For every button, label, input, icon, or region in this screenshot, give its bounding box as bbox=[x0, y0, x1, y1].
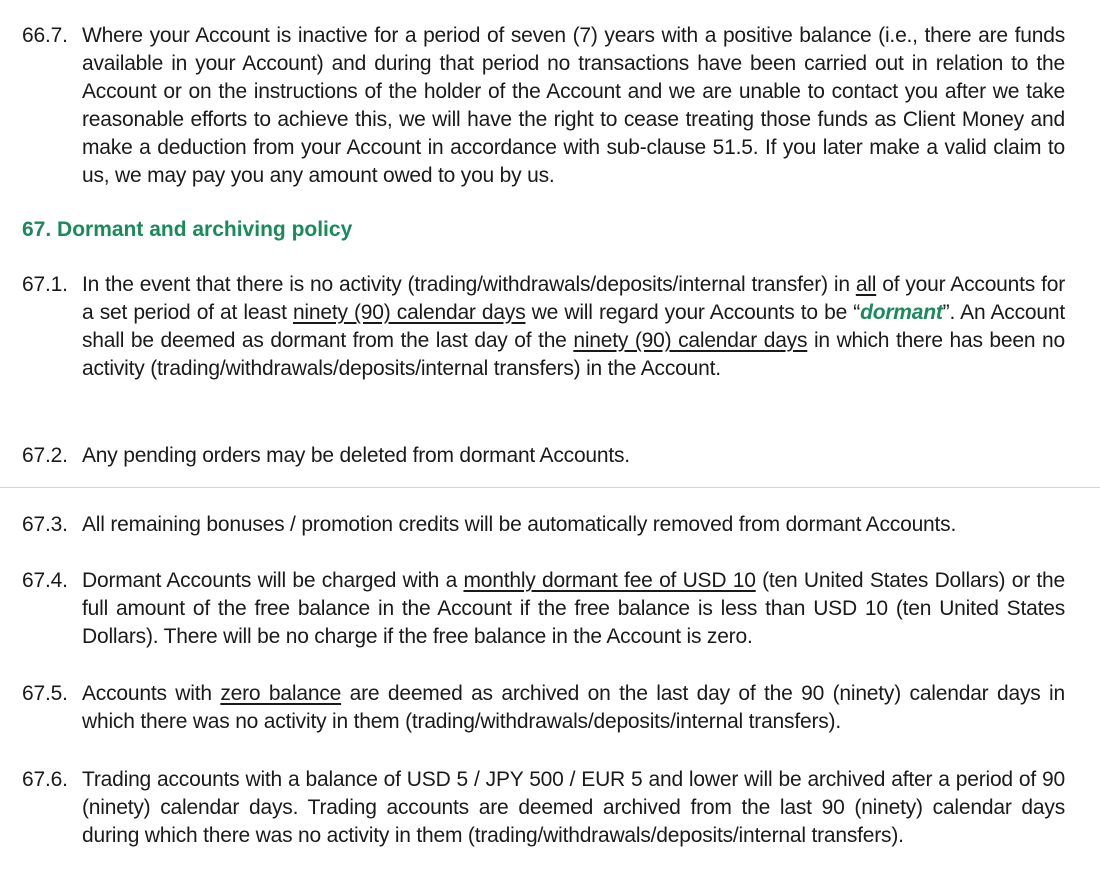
clause-67-5 bbox=[22, 680, 1065, 736]
text-segment: ”. An Account shall be deemed as dormant from the last day of the bbox=[82, 301, 1065, 352]
clause-text: Any pending orders may be deleted from dormant Accounts. bbox=[82, 444, 630, 467]
text-segment: In the event that there is no activity (trading/withdrawals/deposits/internal transfer) in bbox=[82, 273, 856, 296]
underlined-term-monthly-fee: monthly dormant fee of USD 10 bbox=[463, 569, 756, 592]
clause-number: 67.2. bbox=[22, 444, 68, 467]
underlined-term-zero-balance: zero balance bbox=[220, 682, 342, 705]
underlined-term-ninety-days: ninety (90) calendar days bbox=[573, 329, 808, 352]
text-segment: (ten United States Dollars) or the full amount of the free balance in the Account if the free balance is less than USD 10 (ten United States Dollars). There will be no charge if the free balance in the Account is zero. bbox=[82, 569, 1066, 648]
clause-text bbox=[82, 567, 1065, 651]
clause-number: 66.7. bbox=[22, 24, 68, 47]
clause-number: 67.3. bbox=[22, 513, 68, 536]
underlined-term-ninety-days: ninety (90) calendar days bbox=[292, 301, 526, 324]
clause-text bbox=[82, 680, 1065, 736]
page-divider bbox=[0, 487, 1100, 488]
clause-number: 67.4. bbox=[22, 569, 68, 592]
clause-67-2 bbox=[22, 442, 1065, 470]
clause-67-1 bbox=[22, 271, 1065, 383]
text-segment: are deemed as archived on the last day of the 90 (ninety) calendar days in which there was no activity in them (trading/withdrawals/deposits/internal transfers). bbox=[82, 682, 1066, 733]
clause-number: 67.1. bbox=[22, 273, 68, 296]
clause-number: 67.6. bbox=[22, 768, 68, 791]
clause-text bbox=[82, 271, 1065, 383]
text-segment: in which there has been no activity (trading/withdrawals/deposits/internal transfers) in the Account. bbox=[82, 329, 1065, 380]
section-heading: 67. Dormant and archiving policy bbox=[22, 218, 353, 241]
clause-text: Where your Account is inactive for a period of seven (7) years with a positive balance (i.e., there are funds available in your Account) and during that period no transactions have been carried out in relation to the Account or on the instructions of the holder of the Account and we are unable to contact you after we take reasonable efforts to achieve this, we will have the right to cease treating those funds as Client Money and make a deduction from your Account in accordance with sub-clause 51.5. If you later make a valid claim to us, we may pay you any amount owed to you by us. bbox=[82, 24, 1065, 187]
text-segment: of your Accounts for a set period of at least bbox=[82, 273, 1065, 324]
clause-number: 67.5. bbox=[22, 682, 68, 705]
clause-text: Trading accounts with a balance of USD 5 / JPY 500 / EUR 5 and lower will be archived after a period of 90 (ninety) calendar days. Trading accounts are deemed archived from the last 90 (ninety) calendar days during which there was no activity in them (trading/withdrawals/deposits/internal transfers). bbox=[82, 768, 1065, 847]
defined-term-dormant: dormant bbox=[860, 301, 943, 324]
text-segment: we will regard your Accounts to be “ bbox=[525, 301, 861, 324]
clause-66-7 bbox=[22, 22, 1065, 190]
text-segment: Dormant Accounts will be charged with a bbox=[82, 569, 464, 592]
clause-67-4 bbox=[22, 567, 1065, 651]
underlined-term-all: all bbox=[855, 273, 877, 296]
clause-67-6 bbox=[22, 766, 1065, 850]
text-segment: Accounts with bbox=[82, 682, 221, 705]
clause-67-3 bbox=[22, 511, 1065, 539]
clause-text: All remaining bonuses / promotion credits will be automatically removed from dormant Accounts. bbox=[82, 513, 957, 536]
